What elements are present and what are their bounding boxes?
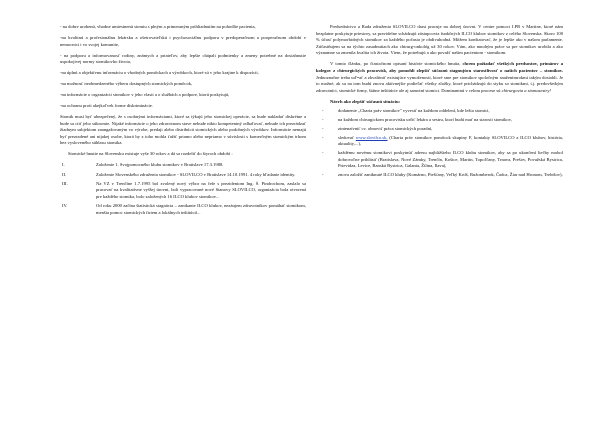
proposal-item xyxy=(316,126,563,133)
right-item: -na možnosť neobmedzeného výberu dostupných stomických pomôcok, xyxy=(60,81,193,87)
right-column xyxy=(316,24,563,181)
history-heading: Stomické hnutie na Slovensku existuje vyše 30 rokov a dá sa rozdeliť do štyroch období : xyxy=(68,151,233,157)
right-item: -na úplnú a objektívnu informáciu o vhodných pomôckach a výrobkoch, ktoré sú v jeho krajine k dispozícii, xyxy=(60,70,259,76)
proposal-heading: Návrh ako zlepšiť súčasnú situáciu: xyxy=(330,98,401,104)
dash-marker: - xyxy=(322,125,324,131)
appeal-intro: V tomto článku, po čiastočnom opisaní histórie stomického hnutia, xyxy=(330,61,463,67)
history-number: I. xyxy=(62,162,65,168)
dash-marker: - xyxy=(322,108,324,114)
history-item xyxy=(60,203,306,216)
right-item: -na informácie o organizácii stomikov v jeho vlasti a o službách a podpore, ktorú poskytujú, xyxy=(60,92,230,98)
history-text: Na VZ v Trenčíne 1.7.1995 bol zvolený nový výbor na čele s prezidentom Ing. Š. Pindrochom, zaslalo sa pracovať na kvalitatívne vyššej úrovni, boli vypracované nové Stanovy SLOVILCO, organizácia bola otvorená pre každého stomika, bolo založených 16 ILCO klubov stomikov... xyxy=(96,180,306,199)
history-number: IV. xyxy=(62,203,68,209)
proposal-item xyxy=(316,108,563,115)
right-item: -na ochranu proti akejkoľvek forme diskriminácie. xyxy=(60,103,153,109)
right-item: - na dobre urobenú, vhodne umiestnenú stomiu s plným a primeraným prihliadnutím na pohodlie pacienta, xyxy=(60,24,256,29)
presidium-paragraph: Predsedníctvo a Rada združenia SLOVILCO drasi pracuje na dobrej úrovni. V centre pomoci I.PR v Martine, ktoré nám bezplatne poskytuje priestory, sa pravidelne schádzajú zástupcovia funkčných ILCO klubov stomikov z celého Slovenska. Skoro 100 % účasť polymorbidných stomikov za každého počasia je obdivuhodná. Môžem konštatovať, že je lepšie ako v našom parlamente. Zúčastňujem sa na týchto zasadnutiach ako chirurg-onkológ už 30 rokov. Vám, ako mnohým práce sa pre stomikov urobila a ako významne sa zmenila kvalita ich života. Viem, že potrebujú a ako považť našim pacientom - stomikom. xyxy=(316,24,563,56)
proposal-text: dodanenie „Charta práv stomikov" vyvesiť na každom oddelení, kde ležia stomici, xyxy=(338,108,490,114)
proposal-item xyxy=(316,135,563,148)
proposal-list xyxy=(316,108,563,178)
history-text: Založenie Slovenského združenia stomikov - SLOVILCO v Bratislave 14.10.1991. 4 roky bl'adanie identity. xyxy=(96,171,296,177)
history-number: II. xyxy=(62,171,67,177)
appeal-italic: chirurgovia a stomasestry! xyxy=(501,87,551,93)
proposal-text: na každom chirurgickom pracovisku určiť lekára a sestru, ktorí budú mať na starosti stomikov, xyxy=(338,117,512,123)
left-column xyxy=(60,24,306,219)
privacy-paragraph: Stomik musí byť ubezpečený, že s osobnými informáciami, ktoré sa týkajú jeho stomickej operácie, sa bude nakladať diskrétne a bude sa ctiť jeho súkromie. Nijaké informácie o jeho zdravotnom stave nebude nikto kompetentný odhaľovať, nebude ich prezrádzať žiadnym subjektom zaangažovaným vo výrobe, predaji alebo distribúcii stomických alebo podobných výrobkov. Informácie nemajú byť prezradené ani nijakej osobe, ktorá by z toho mohla ťažiť priamo alebo nepriamo v súvislosti s komerčným stomickým trhom bez vysloveného súhlasu stomika. xyxy=(60,114,306,146)
right-item: - na podporu a informovanosť rodiny, známych a priateľov, aby lepšie chápali podmienky a zmeny potrebné na dosiahnutie uspokojivej normy stomikovho života, xyxy=(60,52,306,65)
history-item xyxy=(60,162,306,169)
proposal-text: znova založiť zaniknuté ILCO kluby (Komárno, Piešťany, Veľký Krtíš, Ružomberok, Čadca, Žiar nad Hronom, Trebišov), xyxy=(338,172,563,177)
history-item xyxy=(60,172,306,179)
dash-marker: - xyxy=(322,150,324,156)
proposal-text-pre: sledovať xyxy=(338,134,356,140)
history-text: Založenie 1. Svojpomocného klubu stomikov v Bratislave 17.3.1988. xyxy=(96,162,224,168)
history-text: Od roku 2000 začína štatistická stagnácia – zanikanie ILCO klubov, nezáujem zdravotníkov pomáhať stomikom, menšia pomoc stomických firiem a lokálnych inštitúcií... xyxy=(96,203,306,215)
appeal-body: Jednoznačne treba uď=ať a zkvalitniť existujúce vymoženosti, ktoré sme pre stomikov spoločným snaženímrokmi takým dosiahli. Je to možné, ak sa na tom budú znovu aktívnejšie podieľať všetky zložky, ktoré prichádzajú do styku so stomikmi, t.j. predovšetkým zdravotníci, stomické firmy, štátne inštitúcie ale aj samotní stomici. Dominantnú v celom procese sú xyxy=(316,74,563,93)
proposal-text: každému novému stomikovi poskytnúť adresu najbližšieho ILCO klubu stomikov, aby sa po ukončení liečby mohol dobrovoľne prihlásiť (Bratislava, Nové Zámky, Trenčín, Košice, Martin, Topoľčany, Trnava, Prešov, Považská Bystrica, Prievidza, Levice, Banská Bystrica, Galanta, Žilina, Ilava), xyxy=(338,150,563,169)
proposal-item xyxy=(316,117,563,124)
website-link[interactable]: www.slovilco.sk, xyxy=(355,134,388,140)
dash-marker: - xyxy=(322,134,324,140)
rights-list xyxy=(60,24,306,110)
proposal-item xyxy=(316,150,563,170)
appeal-bold: chcem požiadať všetkých predsostov, primárov a kolegov z chirurgických pracovísk, aby pomohli zlepšiť súčasnú stagnujúcu starostlivosť o našich pacientov – stomikov. xyxy=(316,61,563,73)
dash-marker: - xyxy=(322,172,324,177)
dash-marker: - xyxy=(322,117,324,123)
right-item: -na kvalitnú a profesionálnu lekársku a ošetrovateľskú i psychosociálnu podporu v predoperačnom a pooperačnom období v nemocnici i vo svojej komunite, xyxy=(60,34,306,47)
history-number: III. xyxy=(62,180,68,186)
history-list xyxy=(60,162,306,216)
history-item xyxy=(60,181,306,201)
proposal-text: zintenzívniť cv. obnoviť práca stomických poradní, xyxy=(338,125,433,131)
proposal-text-post: (Charta práv stomikov pomôcok skupiny F, kontakty SLOVILCO a ILCO klubov, história, aktuality,...), xyxy=(338,134,563,147)
appeal-paragraph xyxy=(316,61,563,94)
proposal-text xyxy=(338,135,563,148)
proposal-item xyxy=(316,172,563,179)
